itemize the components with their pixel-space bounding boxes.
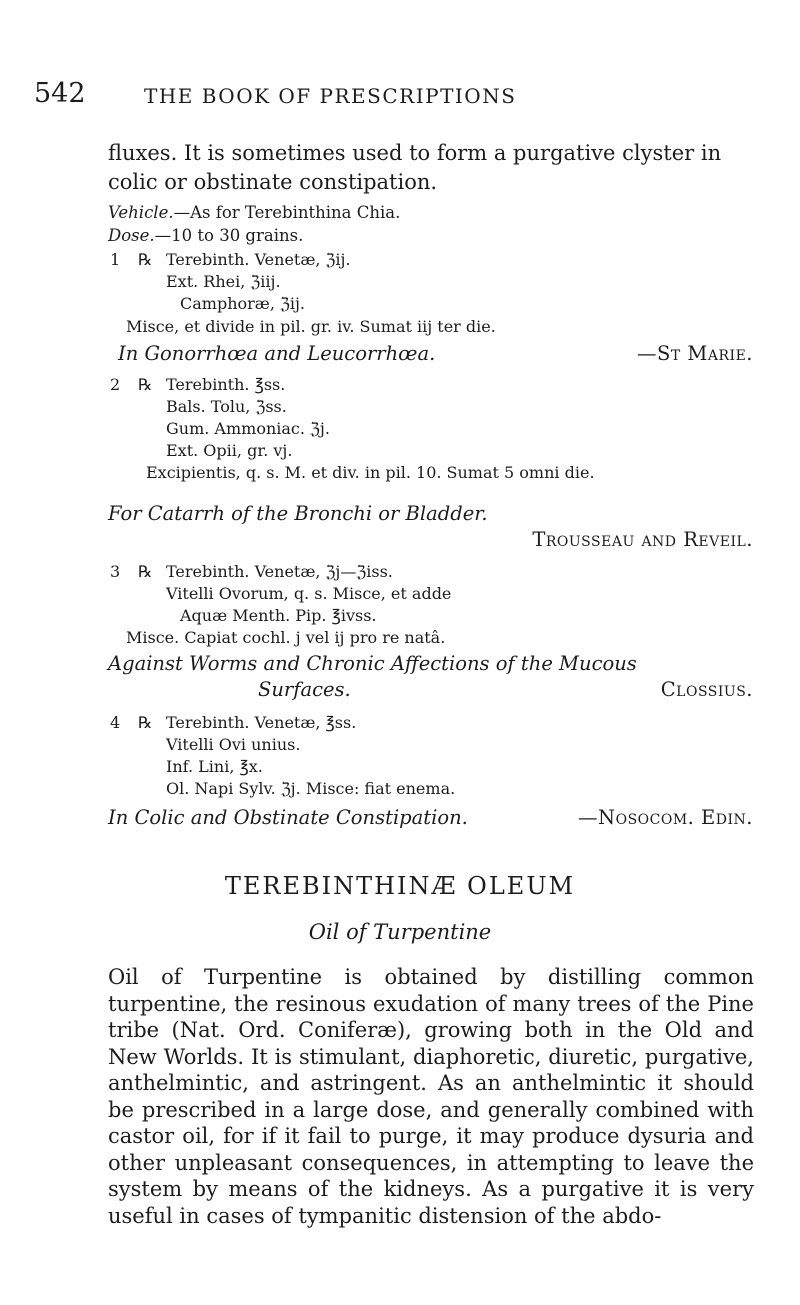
directions-line: Misce, et divide in pil. gr. iv. Sumat iij ter die. [126,317,496,336]
ingredient-line: Terebinth. Venetæ, ℨj—ℨiss. [166,562,393,581]
intro-paragraph: fluxes. It is sometimes used to form a purgative clyster in colic or obstinate constipation. [108,141,722,194]
prescription-number: 4 [110,713,121,732]
recipe-symbol-icon: ℞ [138,375,153,394]
use-text: For Catarrh of the Bronchi or Bladder. [108,502,488,525]
ingredient-line: Terebinth. ℥ss. [166,375,286,394]
prescription-4 [108,711,768,803]
ingredient-line: Bals. Tolu, ℨss. [166,397,287,416]
running-head [34,78,654,118]
section-body: Oil of Turpentine is obtained by distilling common turpentine, the resinous exudation of many trees of the Pine tribe (Nat. Ord. Coniferæ), growing both in the Old and New Worlds. It is stimulant, diaphoretic, diuretic, purgative, anthelmintic, and astringent. As an anthelmintic it should be prescribed in a large dose, and generally combined with castor oil, for if it fail to purge, it may produce dysuria and other unpleasant consequences, in attempting to leave the system by means of the kidneys. As a purgative it is very useful in cases of tympanitic distension of the abdo- [108,965,754,1228]
recipe-symbol-icon: ℞ [138,562,153,581]
use-line-4 [108,805,753,831]
dose-label: Dose. [108,226,155,245]
page-number: 542 [34,78,86,109]
ingredient-line: Inf. Lini, ℥x. [166,757,263,776]
vehicle-line [108,201,748,224]
use-text: In Colic and Obstinate Constipation. [108,806,468,829]
prescription-3 [108,560,768,652]
dose-line [108,224,748,247]
use-text-continued: Surfaces. [258,678,351,701]
ingredient-line: Vitelli Ovi unius. [166,735,301,754]
ingredient-line: Vitelli Ovorum, q. s. Misce, et adde [166,584,452,603]
use-text: Against Worms and Chronic Affections of the Mucous [108,652,637,675]
authority: Trousseau and Reveil. [532,528,753,551]
vehicle-label: Vehicle. [108,203,174,222]
section-title: TEREBINTHINÆ OLEUM [224,872,576,900]
vehicle-text: —As for Terebinthina Chia. [173,203,401,222]
directions-line: Excipientis, q. s. M. et div. in pil. 10. Sumat 5 omni die. [146,463,595,482]
ingredient-line: Ol. Napi Sylv. ℨj. Misce: fiat enema. [166,779,456,798]
running-title: THE BOOK OF PRESCRIPTIONS [144,84,517,108]
prescription-number: 1 [110,250,121,269]
prescription-number: 3 [110,562,121,581]
ingredient-line: Gum. Ammoniac. ℨj. [166,419,330,438]
use-text: In Gonorrhœa and Leucorrhœa. [118,342,436,365]
prescription-1 [108,248,768,340]
authority: —Nosocom. Edin. [578,806,753,829]
recipe-symbol-icon: ℞ [138,713,153,732]
prescription-number: 2 [110,375,121,394]
ingredient-line: Ext. Rhei, ℨiij. [166,272,281,291]
use-line-3 [108,651,753,677]
use-line-2 [108,501,753,527]
dose-text: —10 to 30 grains. [154,226,304,245]
directions-line: Misce. Capiat cochl. j vel ij pro re natâ. [126,628,446,647]
authority: Clossius. [660,678,753,701]
ingredient-line: Camphoræ, ℨij. [180,294,306,313]
authority: —St Marie. [637,342,753,365]
recipe-symbol-icon: ℞ [138,250,153,269]
ingredient-line: Ext. Opii, gr. vj. [166,441,293,460]
ingredient-line: Terebinth. Venetæ, ℨij. [166,250,351,269]
section-subtitle: Oil of Turpentine [308,920,492,944]
ingredient-line: Aquæ Menth. Pip. ℥ivss. [180,606,377,625]
prescription-2 [108,373,768,491]
ingredient-line: Terebinth. Venetæ, ℥ss. [166,713,357,732]
